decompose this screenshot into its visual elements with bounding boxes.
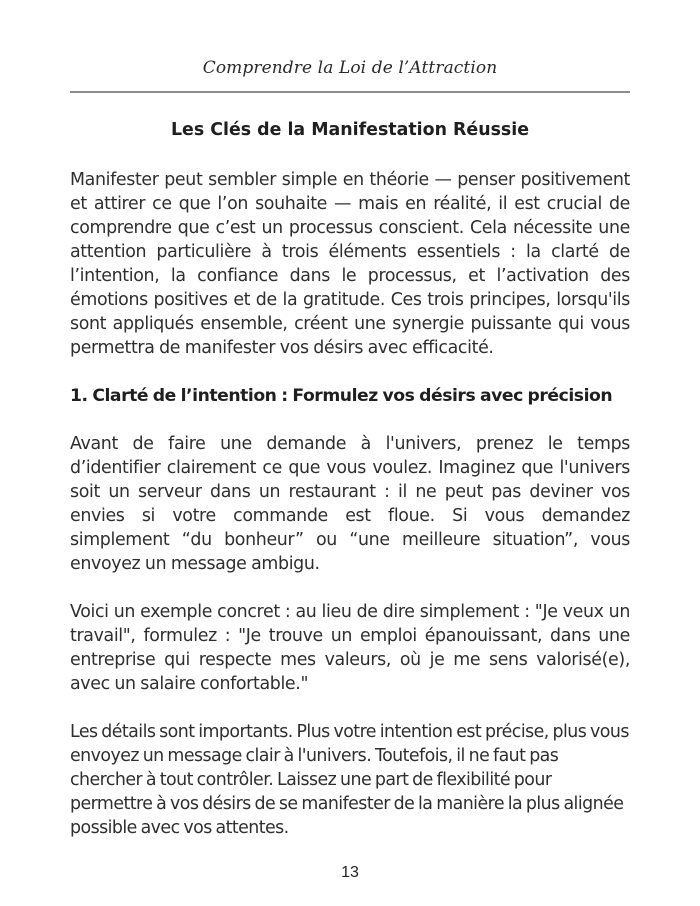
page-body [70, 118, 630, 864]
header-divider [70, 91, 630, 93]
body-paragraph: Avant de faire une demande à l'univers, prenez le temps d’identifier clairement ce que vous voulez. Imaginez que l'univers soit un serveur dans un restaurant : il ne peut pas deviner vos envies si votre commande est floue. Si vous demandez simplement “du bonheur” ou “une meilleure situation”, vous envoyez un message ambigu. [70, 434, 630, 574]
chapter-title: Les Clés de la Manifestation Réussie [170, 120, 530, 140]
details-paragraph: Les détails sont importants. Plus votre intention est précise, plus vous envoyez un message clair à l'univers. Toutefois, il ne faut pas chercher à tout contrôler. Laissez une part de flexibilité pour permettre à vos désirs de se manifester de la manière la plus alignée possible avec vos attentes. [70, 722, 629, 838]
example-paragraph: Voici un exemple concret : au lieu de dire simplement : "Je veux un travail", formulez : "Je trouve un emploi épanouissant, dans une entreprise qui respecte mes valeurs, où je me sens valorisé(e), avec un salaire confortable." [70, 602, 630, 694]
running-header: Comprendre la Loi de l’Attraction [202, 58, 498, 78]
page-number: 13 [341, 864, 359, 881]
section-heading: 1. Clarté de l’intention : Formulez vos désirs avec précision [70, 386, 613, 406]
intro-paragraph: Manifester peut sembler simple en théorie — penser positivement et attirer ce que l’on souhaite — mais en réalité, il est crucial de comprendre que c’est un processus conscient. Cela nécessite une attention particulière à trois éléments essentiels : la clarté de l’intention, la confiance dans le processus, et l’activation des émotions positives et de la gratitude. Ces trois principes, lorsqu'ils sont appliqués ensemble, créent une synergie puissante qui vous permettra de manifester vos désirs avec efficacité. [70, 170, 630, 358]
